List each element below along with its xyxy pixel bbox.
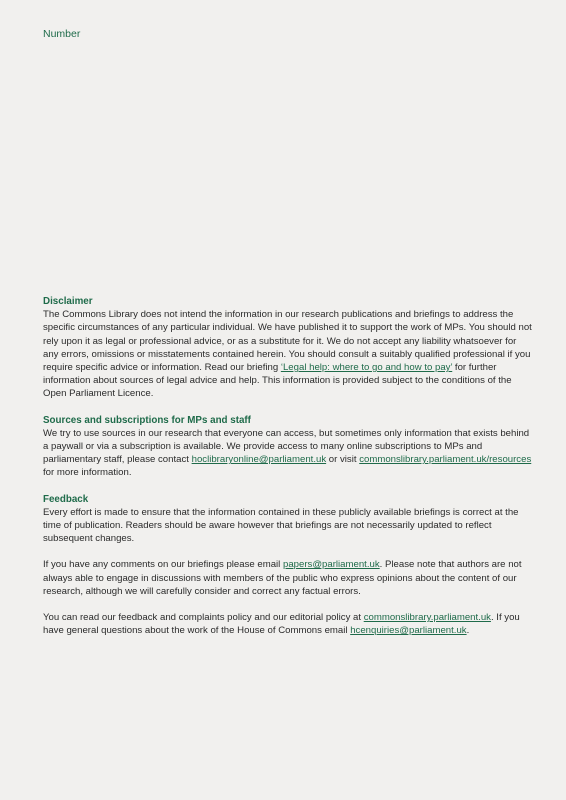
feedback-p3-text-2: . If you have general questions about the work of the House of Commons email: [43, 612, 520, 637]
papers-email-link[interactable]: papers@parliament.uk: [282, 559, 380, 571]
disclaimer-paragraph: [43, 308, 533, 400]
document-number-label: Number: [43, 28, 81, 40]
paragraph-gap: [43, 545, 533, 558]
feedback-p3-text-3: .: [466, 625, 470, 637]
sources-text-2: or visit: [326, 454, 360, 466]
legal-notices: [43, 295, 533, 637]
hoclibraryonline-email-link[interactable]: hoclibraryonline@parliament.uk: [191, 454, 327, 466]
feedback-paragraph-2: [43, 558, 533, 598]
feedback-paragraph-1: Every effort is made to ensure that the information contained in these publicly available briefings is correct at the time of publication. Readers should be aware however that briefings are not necessarily updated to reflect subsequent changes.: [43, 506, 519, 545]
section-gap: [43, 401, 533, 414]
sources-heading: Sources and subscriptions for MPs and staff: [43, 414, 251, 426]
feedback-p2-text-1: If you have any comments on our briefings please email: [43, 559, 283, 571]
feedback-heading: Feedback: [43, 493, 89, 505]
disclaimer-text-1: The Commons Library does not intend the information in our research publications and briefings to address the specific circumstances of any particular individual. We have published it to support the work of MPs. You should not rely upon it as legal or professional advice, or as a substitute for it. We do not accept any liability whatsoever for any errors, omissions or misstatements contained herein. You should consult a suitably qualified professional if you require specific advice or information. Read our briefing: [43, 309, 532, 374]
section-gap: [43, 480, 533, 493]
disclaimer-text-2: for further information about sources of legal advice and help. This information is provided subject to the conditions of the Open Parliament Licence.: [43, 362, 512, 400]
feedback-section: [43, 493, 533, 638]
paragraph-gap: [43, 598, 533, 611]
feedback-p3-text-1: You can read our feedback and complaints policy and our editorial policy at: [43, 612, 364, 624]
legal-help-briefing-link[interactable]: ‘Legal help: where to go and how to pay’: [280, 362, 453, 374]
feedback-p2-text-2: . Please note that authors are not always able to engage in discussions with members of the public who express opinions about the content of our research, although we will carefully consider and correct any factual errors.: [43, 559, 522, 597]
sources-text-3: for more information.: [43, 467, 132, 479]
sources-paragraph: [43, 427, 533, 480]
hcenquiries-email-link[interactable]: hcenquiries@parliament.uk: [350, 625, 467, 637]
commonslibrary-link[interactable]: commonslibrary.parliament.uk: [363, 612, 491, 624]
disclaimer-section: [43, 295, 533, 401]
resources-page-link[interactable]: commonslibrary.parliament.uk/resources: [359, 454, 532, 466]
sources-text-1: We try to use sources in our research that everyone can access, but sometimes only information that exists behind a paywall or via a subscription is available. We provide access to many online subscriptions to MPs and parliamentary staff, please contact: [43, 427, 530, 466]
disclaimer-heading: Disclaimer: [43, 296, 93, 307]
sources-section: [43, 414, 533, 480]
feedback-paragraph-3: [43, 611, 533, 637]
